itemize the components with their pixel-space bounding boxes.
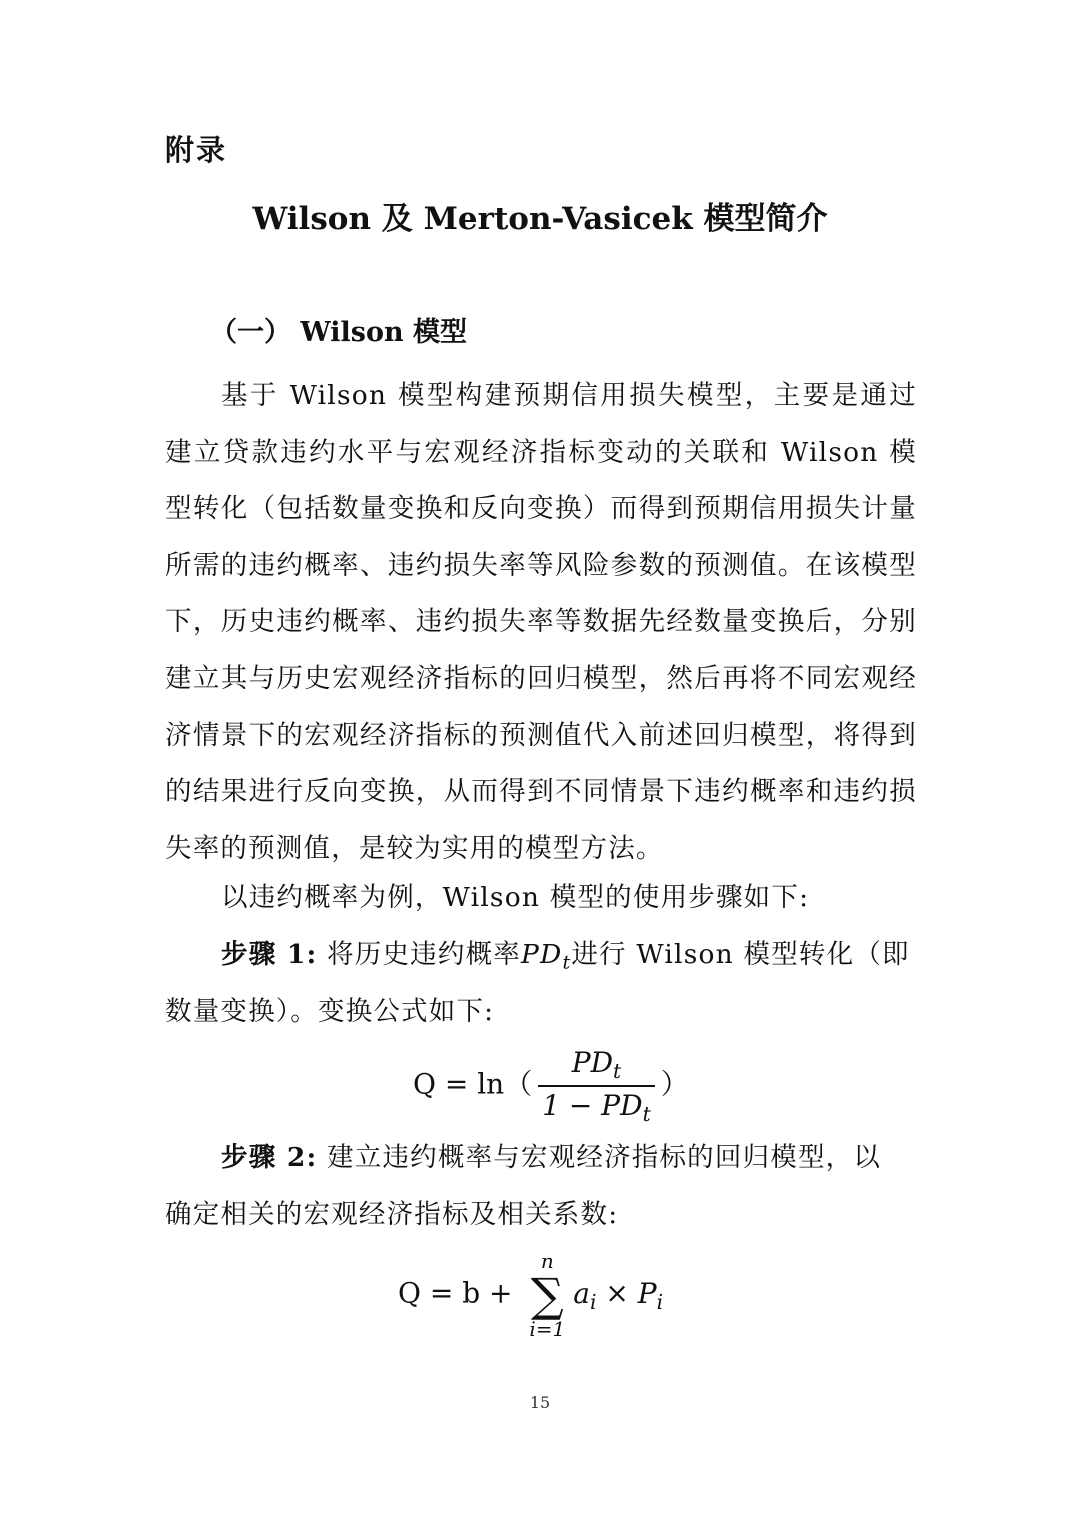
formula1-fraction: [538, 1046, 654, 1126]
step2-text: 建立违约概率与宏观经济指标的回归模型，以: [317, 1142, 882, 1173]
sum-lower-limit: i=1: [529, 1317, 566, 1341]
term-a: $a_i$: [573, 1276, 597, 1314]
summation: [529, 1250, 565, 1340]
step1-line1: [165, 927, 973, 991]
appendix-label: 附录: [165, 133, 228, 167]
step1-variable: [520, 939, 572, 974]
times-sign: ×: [596, 1276, 638, 1310]
step1-var-base: PD: [520, 939, 563, 970]
formula1-lhs: Q = ln（: [413, 1067, 533, 1101]
document-title: Wilson 及 Merton-Vasicek 模型简介: [252, 201, 828, 237]
formula1-rhs: ）: [660, 1067, 689, 1101]
term-p: $P_i$: [637, 1276, 664, 1314]
step1-text-before: 将历史违约概率: [317, 939, 521, 970]
formula2-lhs: Q = b +: [398, 1276, 522, 1310]
paragraph-intro: 基于 Wilson 模型构建预期信用损失模型，主要是通过建立贷款违约水平与宏观经济指标变动的关联和 Wilson 模型转化（包括数量变换和反向变换）而得到预期信用损失计量所需的违约概率、违约损失率等风险参数的预测值。在该模型下，历史违约概率、违约损失率等数据先经数量变换后，分别建立其与历史宏观经济指标的回归模型，然后再将不同宏观经济情景下的宏观经济指标的预测值代入前述回归模型，将得到的结果进行反向变换，从而得到不同情景下违约概率和违约损失率的预测值，是较为实用的模型方法。: [165, 380, 917, 864]
step2-label: 步骤 2:: [221, 1142, 318, 1173]
step1-text-after: 进行 Wilson 模型转化（即: [571, 939, 910, 970]
step2-line1: [165, 1130, 973, 1186]
formula-wilson-transform: [413, 1046, 689, 1126]
step1-label: 步骤 1:: [221, 939, 318, 970]
page-number: 15: [529, 1393, 551, 1412]
step1-var-sub: t: [562, 951, 572, 974]
step2-line2: 确定相关的宏观经济指标及相关系数:: [165, 1199, 619, 1230]
formula-regression: [398, 1250, 663, 1340]
step1-line2: 数量变换）。变换公式如下:: [165, 996, 495, 1027]
paragraph-steps-intro: 以违约概率为例，Wilson 模型的使用步骤如下:: [221, 882, 810, 913]
formula1-numerator: $PD_t$: [538, 1046, 654, 1087]
section-heading: （一） Wilson 模型: [210, 317, 468, 348]
sum-symbol: ∑: [530, 1268, 564, 1322]
formula1-denominator: $1 - PD_t$: [542, 1089, 651, 1127]
sum-upper-limit: n: [540, 1249, 554, 1273]
